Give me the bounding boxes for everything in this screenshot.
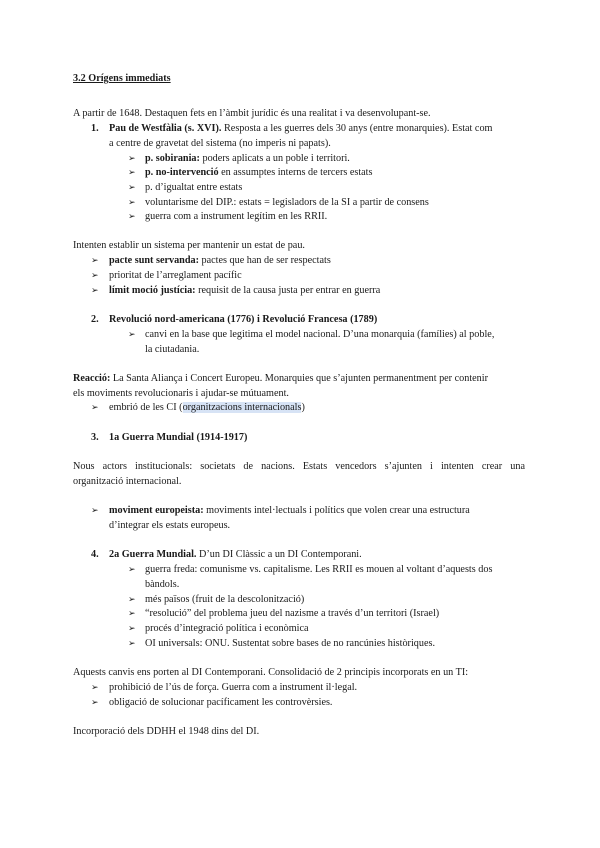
item1-text1: Resposta a les guerres dels 30 anys (entre monarquies). Estat com [221,123,493,134]
european-line2: d’integrar els estats europeus. [109,520,231,531]
arrow-bullet-icon: ➢ [128,168,136,178]
bullet-bold: límit moció justícia: [109,285,196,296]
item3-number: 3. [91,432,99,443]
item4-bullet-line2: bàndols. [145,579,180,590]
arrow-bullet-icon: ➢ [128,565,136,575]
arrow-bullet-icon: ➢ [128,183,136,193]
highlighted-text: organitzacions internacionals [182,402,302,413]
reaction-line1 [73,372,525,387]
arrow-bullet-icon: ➢ [91,403,99,413]
european-label: moviment europeista: [109,505,204,516]
arrow-bullet-icon: ➢ [128,624,136,634]
item1-bullet: voluntarisme del DIP.: estats = legisladors de la SI a partir de consens [145,197,429,208]
item4-title: 2a Guerra Mundial. [109,549,197,560]
item1-title: Pau de Westfàlia (s. XVI). [109,123,222,134]
item1-bullet: guerra com a instrument legítim en les RRII. [145,211,328,222]
bullet-bold: p. sobirania: [145,153,200,164]
item1-number: 1. [91,123,99,134]
peace-bullet [109,284,380,299]
item4-bullet: “resolució” del problema jueu del nazisme a través d’un territori (Israel) [145,608,440,619]
bullet-text: pactes que han de ser respectats [199,255,331,266]
reaction-text1: La Santa Aliança i Concert Europeu. Monarquies que s’ajunten permanentment per contenir [110,373,489,384]
item4-bullet: més països (fruit de la descolonització) [145,594,305,605]
arrow-bullet-icon: ➢ [128,154,136,164]
item1-line1 [109,122,492,137]
bullet-text: en assumptes interns de tercers estats [218,167,373,178]
item4-bullet: OI universals: ONU. Sustentat sobre bases de no rancúnies històriques. [145,638,436,649]
reaction-bullet [109,401,305,416]
item1-text2: a centre de gravetat del sistema (no imperis ni papats). [109,138,331,149]
european-text1: moviments intel·lectuals i polítics que volen crear una estructura [203,505,470,516]
item4-bullet: procés d’integració política i econòmica [145,623,309,634]
arrow-bullet-icon: ➢ [128,330,136,340]
item4-number: 4. [91,549,99,560]
european-line1 [109,504,470,519]
bullet-bold: p. no-intervenció [145,167,219,178]
arrow-bullet-icon: ➢ [91,506,99,516]
arrow-bullet-icon: ➢ [128,595,136,605]
peace-bullet: prioritat de l’arreglament pacífic [109,270,242,281]
item2-number: 2. [91,314,99,325]
arrow-bullet-icon: ➢ [128,639,136,649]
reaction-bullet-suffix: ) [301,402,305,413]
bullet-bold: pacte sunt servanda: [109,255,199,266]
item1-bullet [145,152,350,167]
item4-text: D’un DI Clàssic a un DI Contemporani. [196,549,362,560]
reaction-label: Reacció: [73,373,111,384]
peace-intro: Intenten establir un sistema per mantenir un estat de pau. [73,240,305,251]
bullet-text: requisit de la causa justa per entrar en guerra [195,285,381,296]
item1-bullet [145,166,372,181]
arrow-bullet-icon: ➢ [128,212,136,222]
item3-title [109,431,247,446]
bullet-text: poders aplicats a un poble i territori. [199,153,350,164]
changes-bullet: obligació de solucionar pacíficament les controvèrsies. [109,697,333,708]
arrow-bullet-icon: ➢ [91,271,99,281]
new-actors-line2: organització internacional. [73,476,182,487]
arrow-bullet-icon: ➢ [91,683,99,693]
item4-title-line [109,548,362,563]
reaction-line2: els moviments revolucionaris i ajudar-se mútuament. [73,388,289,399]
arrow-bullet-icon: ➢ [128,198,136,208]
changes-bullet: prohibició de l’ús de força. Guerra com a instrument il·legal. [109,682,358,693]
arrow-bullet-icon: ➢ [91,698,99,708]
item4-bullet-line1: guerra freda: comunisme vs. capitalisme. Les RRII es mouen al voltant d’aquests dos [145,564,493,575]
arrow-bullet-icon: ➢ [91,256,99,266]
intro-paragraph: A partir de 1648. Destaquen fets en l’àmbit jurídic és una realitat i va desenvolupant-se. [73,108,431,119]
changes-paragraph: Aquests canvis ens porten al DI Contemporani. Consolidació de 2 principis incorporats en un TI: [73,667,469,678]
arrow-bullet-icon: ➢ [91,286,99,296]
peace-bullet [109,254,331,269]
arrow-bullet-icon: ➢ [128,609,136,619]
item3-title-text: 1a Guerra Mundial (1914-1917) [109,432,248,443]
item2-bullet-line2: la ciutadania. [145,344,200,355]
new-actors-line1: Nous actors institucionals: societats de nacions. Estats vencedors s’ajunten i intenten crear una [73,461,525,472]
item2-title-text: Revolució nord-americana (1776) i Revolució Francesa (1789) [109,314,378,325]
item2-title [109,313,377,328]
reaction-bullet-prefix: embrió de les CI ( [109,402,183,413]
item1-bullet: p. d’igualtat entre estats [145,182,243,193]
item2-bullet-line1: canvi en la base que legitima el model nacional. D’una monarquia (famílies) al poble, [145,329,495,340]
section-title: 3.2 Orígens immediats [73,73,171,84]
ddhh-paragraph: Incorporació dels DDHH el 1948 dins del DI. [73,726,260,737]
